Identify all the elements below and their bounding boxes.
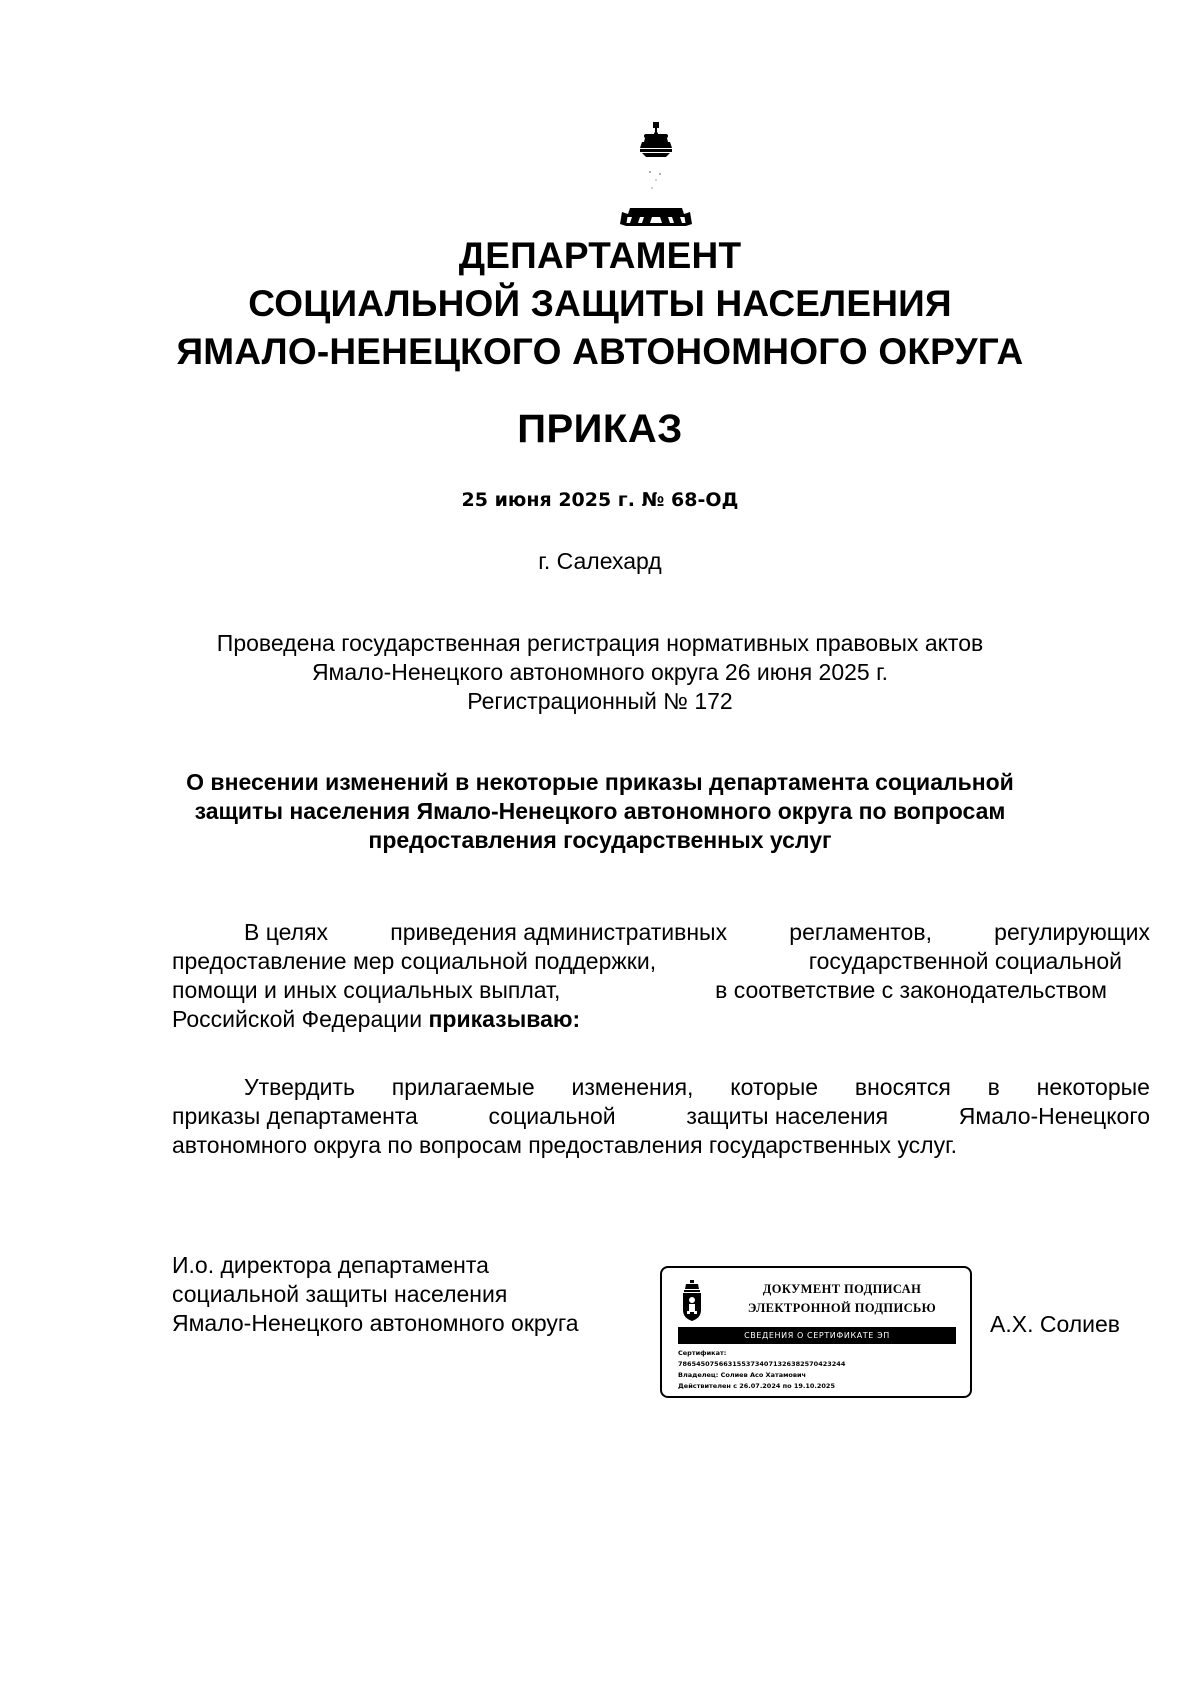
department-title-line: ДЕПАРТАМЕНТ xyxy=(458,235,742,276)
preamble-paragraph xyxy=(172,918,1150,1034)
resolution-paragraph xyxy=(172,1073,1150,1160)
signer-position-line: социальной защиты населения xyxy=(172,1281,508,1307)
paragraph-line: автономного округа по вопросам предоставления государственных услуг. xyxy=(172,1132,958,1158)
word-group: защиты населения xyxy=(686,1103,889,1129)
word: прилагаемые xyxy=(391,1074,535,1100)
word: изменения, xyxy=(571,1074,694,1100)
department-title-line: СОЦИАЛЬНОЙ ЗАЩИТЫ НАСЕЛЕНИЯ xyxy=(248,283,952,324)
stamp-emblem-icon xyxy=(680,1280,704,1322)
department-title-line: ЯМАЛО-НЕНЕЦКОГО АВТОНОМНОГО ОКРУГА xyxy=(176,331,1024,372)
word: В целях xyxy=(244,919,329,945)
signer-name: А.Х. Солиев xyxy=(990,1311,1121,1337)
registration-note xyxy=(100,629,1100,716)
paragraph-text: Российской Федерации xyxy=(172,1006,429,1032)
word-group: государственной социальной xyxy=(808,948,1122,974)
paragraph-line xyxy=(172,918,1150,947)
paragraph-line xyxy=(172,1073,1150,1102)
paragraph-line xyxy=(172,1005,1150,1034)
word: регулирующих xyxy=(994,919,1150,945)
word-group: социальной xyxy=(488,1103,616,1129)
stamp-header xyxy=(722,1280,962,1318)
signer-position-line: Ямало-Ненецкого автономного округа xyxy=(172,1310,579,1336)
word-group: Ямало-Ненецкого xyxy=(958,1103,1150,1129)
word-group: приказы департамента xyxy=(172,1103,418,1129)
word: регламентов, xyxy=(789,919,932,945)
paragraph-line xyxy=(172,1102,1150,1131)
order-subject xyxy=(100,768,1100,855)
registration-line: Ямало-Ненецкого автономного округа 26 июня 2025 г. xyxy=(311,659,889,685)
subject-line: защиты населения Ямало-Ненецкого автономного округа по вопросам xyxy=(194,798,1006,824)
word: вносятся xyxy=(854,1074,951,1100)
certificate-label: Сертификат: xyxy=(678,1349,727,1357)
registration-line: Проведена государственная регистрация нормативных правовых актов xyxy=(216,630,984,656)
signer-position xyxy=(172,1251,579,1338)
paragraph-line xyxy=(172,976,1107,1005)
subject-line: предоставления государственных услуг xyxy=(368,827,832,853)
word: которые xyxy=(730,1074,819,1100)
subject-line: О внесении изменений в некоторые приказы департамента социальной xyxy=(186,769,1014,795)
coat-of-arms-emblem xyxy=(620,122,692,234)
word-group: помощи и иных социальных выплат, xyxy=(172,977,561,1003)
word-group: предоставление мер социальной поддержки, xyxy=(172,948,657,974)
paragraph-line xyxy=(172,947,1122,976)
department-title xyxy=(100,232,1100,376)
order-date-number: 25 июня 2025 г. № 68-ОД xyxy=(461,489,739,511)
order-verb: приказываю: xyxy=(428,1006,581,1032)
order-city: г. Салехард xyxy=(538,548,662,574)
stamp-header-line: ЭЛЕКТРОННОЙ ПОДПИСЬЮ xyxy=(747,1301,937,1315)
certificate-number: 7865450756631553734071326382570423244 xyxy=(678,1360,846,1368)
certificate-info-bar: СВЕДЕНИЯ О СЕРТИФИКАТЕ ЭП xyxy=(678,1327,956,1344)
word-group: в соответствие с законодательством xyxy=(715,977,1107,1003)
certificate-owner: Владелец: Солиев Асо Хатамович xyxy=(678,1371,807,1379)
registration-line: Регистрационный № 172 xyxy=(467,688,733,714)
stamp-header-line: ДОКУМЕНТ ПОДПИСАН xyxy=(762,1282,922,1296)
word: некоторые xyxy=(1036,1074,1150,1100)
word: в xyxy=(987,1074,1000,1100)
document-type-heading: ПРИКАЗ xyxy=(517,407,683,451)
word: Утвердить xyxy=(244,1074,355,1100)
signer-position-line: И.о. директора департамента xyxy=(172,1252,489,1278)
certificate-validity: Действителен с 26.07.2024 по 19.10.2025 xyxy=(678,1382,835,1390)
electronic-signature-stamp xyxy=(660,1266,972,1398)
word: приведения административных xyxy=(390,919,728,945)
certificate-details xyxy=(678,1348,964,1392)
